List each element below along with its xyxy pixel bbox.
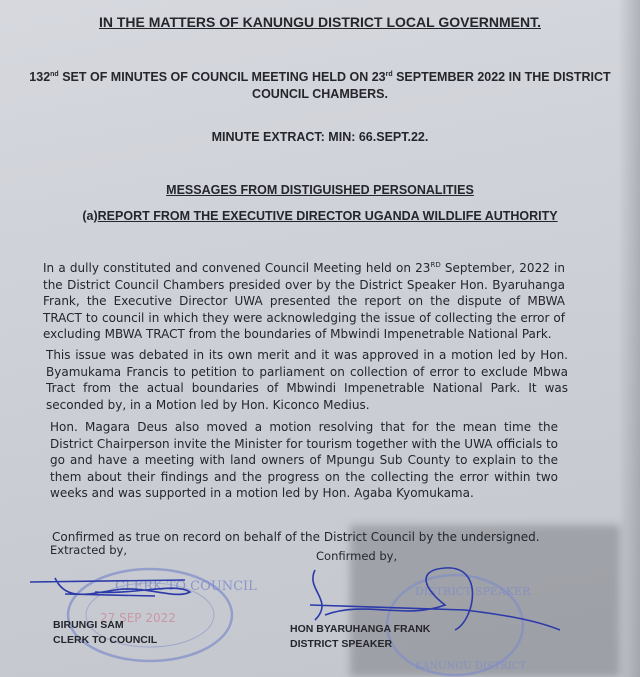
report-heading: (a)REPORT FROM THE EXECUTIVE DIRECTOR UGANDA WILDLIFE AUTHORITY bbox=[82, 209, 558, 223]
minute-extract: MINUTE EXTRACT: MIN: 66.SEPT.22. bbox=[211, 130, 429, 144]
svg-text:DISTRICT SPEAKER: DISTRICT SPEAKER bbox=[415, 585, 531, 598]
svg-text:CLERK TO COUNCIL: CLERK TO COUNCIL bbox=[115, 579, 257, 594]
paragraph-3: Hon. Magara Deus also moved a motion resolving that for the mean time the District Chairperson invite the Minister for tourism together with the UWA officials to go and have a meeting with land owners of Mpungu Sub County to explain to the them about their findings and the progress on the collecting the error within two weeks and was supported in a motion led by Hon. Agaba Kyomukama. bbox=[50, 420, 558, 500]
clerk-title: CLERK TO COUNCIL bbox=[53, 634, 158, 646]
svg-text:27 SEP 2022: 27 SEP 2022 bbox=[100, 611, 176, 625]
speaker-title: DISTRICT SPEAKER bbox=[290, 638, 393, 650]
confirmation-statement: Confirmed as true on record on behalf of the District Council by the undersigned. bbox=[52, 530, 540, 544]
minutes-subtitle: 132nd SET OF MINUTES OF COUNCIL MEETING HELD ON 23rd SEPTEMBER 2022 IN THE DISTRICT COUNCIL CHAMBERS. bbox=[29, 70, 611, 102]
section-heading: MESSAGES FROM DISTIGUISHED PERSONALITIES bbox=[166, 183, 474, 197]
svg-text:KANUNGU DISTRICT: KANUNGU DISTRICT bbox=[415, 661, 527, 672]
clerk-name-block bbox=[53, 618, 157, 648]
paragraph-1: In a dully constituted and convened Council Meeting held on 23RD September, 2022 in the District Council Chambers presided over by the District Speaker Hon. Byaruhanga Frank, the Executive Director UWA presented the report on the dispute of MBWA TRACT to council in which they were acknowledging the issue of collecting the error of excluding MBWA TRACT from the boundaries of Mbwindi Impenetrable National Park. bbox=[43, 261, 565, 341]
clerk-name: BIRUNGI SAM bbox=[53, 619, 124, 631]
clerk-signature bbox=[25, 570, 205, 620]
paragraph-2: This issue was debated in its own merit and it was approved in a motion led by Hon. Byamukama Francis to petition to parliament on collection of error to exclude Mbwa Tract from the actual boundaries of Mbwindi Impenetrable National Park. It was seconded by, in a Motion led by Hon. Kiconco Medius. bbox=[46, 348, 568, 412]
extracted-by-label: Extracted by, bbox=[50, 543, 127, 557]
speaker-name-block bbox=[290, 622, 430, 652]
speaker-name: HON BYARUHANGA FRANK bbox=[290, 623, 431, 635]
confirmed-by-label: Confirmed by, bbox=[316, 549, 398, 563]
document-title: IN THE MATTERS OF KANUNGU DISTRICT LOCAL GOVERNMENT. bbox=[98, 14, 542, 30]
